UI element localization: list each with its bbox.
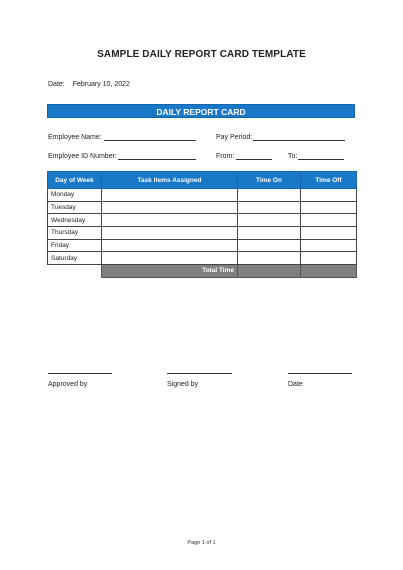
to-line[interactable] — [298, 159, 344, 160]
pay-period-label: Pay Period: — [216, 134, 253, 141]
table-row — [48, 201, 357, 214]
time-off-cell[interactable] — [301, 201, 357, 214]
document-title: SAMPLE DAILY REPORT CARD TEMPLATE — [97, 49, 306, 60]
date-value: February 10, 2022 — [72, 81, 130, 88]
task-cell[interactable] — [102, 239, 238, 252]
time-off-cell[interactable] — [301, 189, 357, 202]
task-cell[interactable] — [102, 201, 238, 214]
task-cell[interactable] — [102, 189, 238, 202]
total-spacer — [48, 265, 102, 278]
approved-by-label: Approved by — [48, 381, 88, 388]
table-row — [48, 239, 357, 252]
time-off-cell[interactable] — [301, 252, 357, 265]
day-cell: Thursday — [48, 227, 102, 240]
to-label: To: — [288, 153, 298, 160]
header-time-off: Time Off — [301, 172, 357, 189]
employee-id-label: Employee ID Number: — [48, 153, 117, 160]
header-task-items: Task Items Assigned — [102, 172, 238, 189]
time-off-cell[interactable] — [301, 214, 357, 227]
time-on-cell[interactable] — [238, 252, 301, 265]
signed-by-line[interactable] — [167, 373, 232, 374]
header-day-of-week: Day of Week — [48, 172, 102, 189]
table-row — [48, 227, 357, 240]
employee-name-line[interactable] — [104, 140, 196, 141]
approved-by-line[interactable] — [48, 373, 112, 374]
task-cell[interactable] — [102, 227, 238, 240]
time-on-cell[interactable] — [238, 189, 301, 202]
pay-period-line[interactable] — [253, 140, 345, 141]
employee-name-label: Employee Name: — [48, 134, 102, 141]
time-off-cell[interactable] — [301, 239, 357, 252]
day-cell: Monday — [48, 189, 102, 202]
task-cell[interactable] — [102, 252, 238, 265]
total-time-off-cell[interactable] — [301, 265, 357, 278]
date-signature-label: Date — [288, 381, 303, 388]
date-label: Date: — [48, 81, 65, 88]
time-on-cell[interactable] — [238, 214, 301, 227]
table-row — [48, 189, 357, 202]
from-line[interactable] — [236, 159, 272, 160]
total-time-on-cell[interactable] — [238, 265, 301, 278]
from-label: From: — [216, 153, 235, 160]
report-banner: DAILY REPORT CARD — [47, 104, 355, 118]
header-time-on: Time On — [238, 172, 301, 189]
day-cell: Wednesday — [48, 214, 102, 227]
table-header-row — [48, 172, 357, 189]
time-on-cell[interactable] — [238, 227, 301, 240]
time-on-cell[interactable] — [238, 201, 301, 214]
day-cell: Friday — [48, 239, 102, 252]
day-cell: Tuesday — [48, 201, 102, 214]
page-footer: Page 1 of 1 — [187, 540, 216, 546]
total-row — [48, 265, 357, 278]
date-row — [48, 81, 130, 88]
table-row — [48, 214, 357, 227]
signed-by-label: Signed by — [167, 381, 199, 388]
time-on-cell[interactable] — [238, 239, 301, 252]
date-signature-line[interactable] — [288, 373, 352, 374]
table-row — [48, 252, 357, 265]
employee-id-line[interactable] — [118, 159, 196, 160]
task-cell[interactable] — [102, 214, 238, 227]
report-table — [47, 171, 357, 278]
time-off-cell[interactable] — [301, 227, 357, 240]
day-cell: Saturday — [48, 252, 102, 265]
total-time-label: Total Time — [102, 265, 238, 278]
